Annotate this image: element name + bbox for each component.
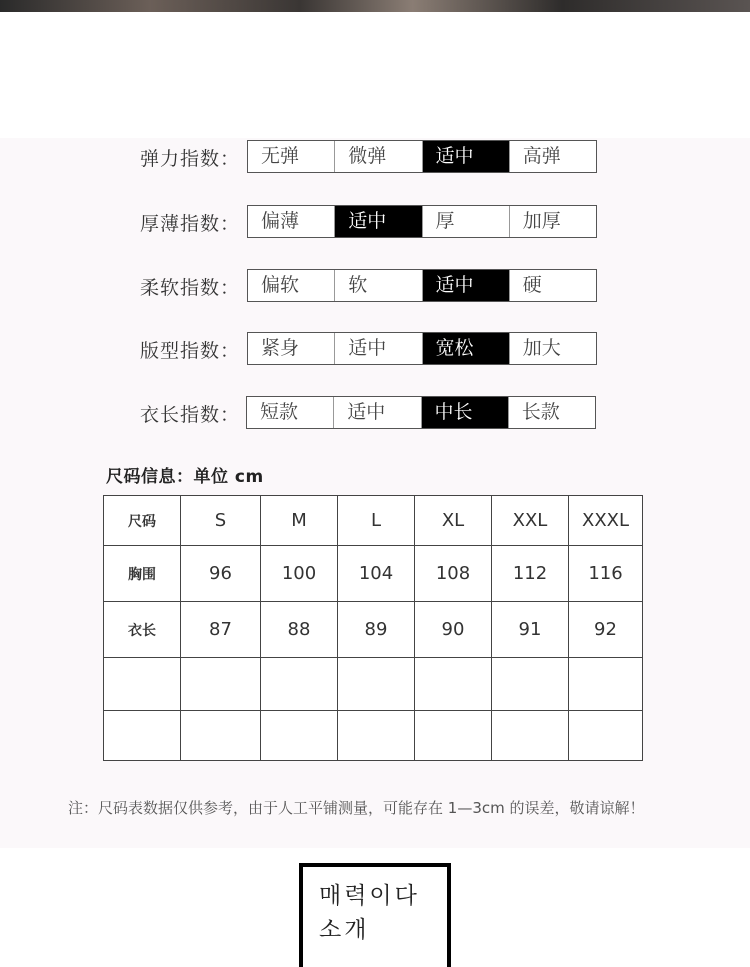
- table-cell: [261, 711, 338, 761]
- table-row: [104, 658, 643, 711]
- size-info-title: 尺码信息：单位 cm: [106, 467, 264, 487]
- table-cell: [181, 711, 261, 761]
- index-scale: [247, 140, 597, 173]
- size-disclaimer-note: 注：尺码表数据仅供参考，由于人工平铺测量，可能存在 1—3cm 的误差，敬请谅解！: [68, 799, 645, 817]
- table-cell: 87: [181, 602, 261, 658]
- index-option: 适中: [423, 270, 510, 301]
- index-label: 厚薄指数：: [140, 213, 241, 235]
- index-option: 长款: [521, 401, 560, 423]
- index-option: 中长: [422, 397, 509, 428]
- index-option: 加厚: [522, 210, 561, 232]
- size-table: [103, 495, 643, 761]
- index-option: 适中: [423, 141, 510, 172]
- table-row: [104, 602, 643, 658]
- index-option: 微弹: [335, 141, 422, 172]
- table-cell: [338, 658, 415, 711]
- table-cell: 89: [338, 602, 415, 658]
- table-cell: 92: [569, 602, 643, 658]
- table-cell: [569, 658, 643, 711]
- table-cell: [492, 711, 569, 761]
- index-option: 短款: [247, 397, 334, 428]
- table-cell: 衣长: [104, 602, 181, 658]
- index-row-length: [0, 396, 750, 429]
- table-cell: [415, 711, 492, 761]
- index-option: 偏薄: [248, 206, 335, 237]
- table-header-cell: S: [181, 496, 261, 546]
- index-scale: [247, 269, 597, 302]
- table-cell: 90: [415, 602, 492, 658]
- index-option: 适中: [335, 333, 422, 364]
- table-cell: 96: [181, 546, 261, 602]
- index-row-softness: [0, 269, 750, 302]
- index-option: 厚: [423, 206, 510, 237]
- table-header-cell: XL: [415, 496, 492, 546]
- section-heading-box: [299, 863, 451, 967]
- index-label: 弹力指数：: [140, 148, 241, 170]
- index-option: 适中: [335, 206, 422, 237]
- table-cell: [181, 658, 261, 711]
- table-cell: 100: [261, 546, 338, 602]
- table-cell: [415, 658, 492, 711]
- section-heading: 매력이다 소개: [319, 883, 420, 943]
- table-cell: 112: [492, 546, 569, 602]
- table-header-cell: L: [338, 496, 415, 546]
- index-scale: [247, 332, 597, 365]
- index-option: 高弹: [522, 145, 561, 167]
- index-scale: [246, 396, 596, 429]
- table-header-cell: 尺码: [104, 496, 181, 546]
- index-row-elasticity: [0, 140, 750, 173]
- index-scale: [247, 205, 597, 238]
- index-option: 硬: [522, 274, 542, 296]
- index-label: 版型指数：: [140, 340, 241, 362]
- index-option: 加大: [522, 337, 561, 359]
- index-row-fit: [0, 332, 750, 365]
- table-row: [104, 711, 643, 761]
- table-cell: 88: [261, 602, 338, 658]
- index-option: 紧身: [248, 333, 335, 364]
- index-option: 宽松: [423, 333, 510, 364]
- table-cell: 116: [569, 546, 643, 602]
- table-cell: [104, 658, 181, 711]
- index-label: 柔软指数：: [140, 277, 241, 299]
- table-cell: 91: [492, 602, 569, 658]
- index-option: 适中: [334, 397, 421, 428]
- table-cell: [261, 658, 338, 711]
- index-option: 偏软: [248, 270, 335, 301]
- table-header-cell: XXL: [492, 496, 569, 546]
- table-header-row: [104, 496, 643, 546]
- table-cell: 胸围: [104, 546, 181, 602]
- table-row: [104, 546, 643, 602]
- table-cell: 104: [338, 546, 415, 602]
- table-header-cell: M: [261, 496, 338, 546]
- table-header-cell: XXXL: [569, 496, 643, 546]
- table-cell: 108: [415, 546, 492, 602]
- table-cell: [569, 711, 643, 761]
- table-cell: [338, 711, 415, 761]
- product-photo-strip: [0, 0, 750, 12]
- table-cell: [104, 711, 181, 761]
- index-label: 衣长指数：: [140, 404, 241, 426]
- index-row-thickness: [0, 205, 750, 238]
- index-option: 软: [335, 270, 422, 301]
- index-option: 无弹: [248, 141, 335, 172]
- table-cell: [492, 658, 569, 711]
